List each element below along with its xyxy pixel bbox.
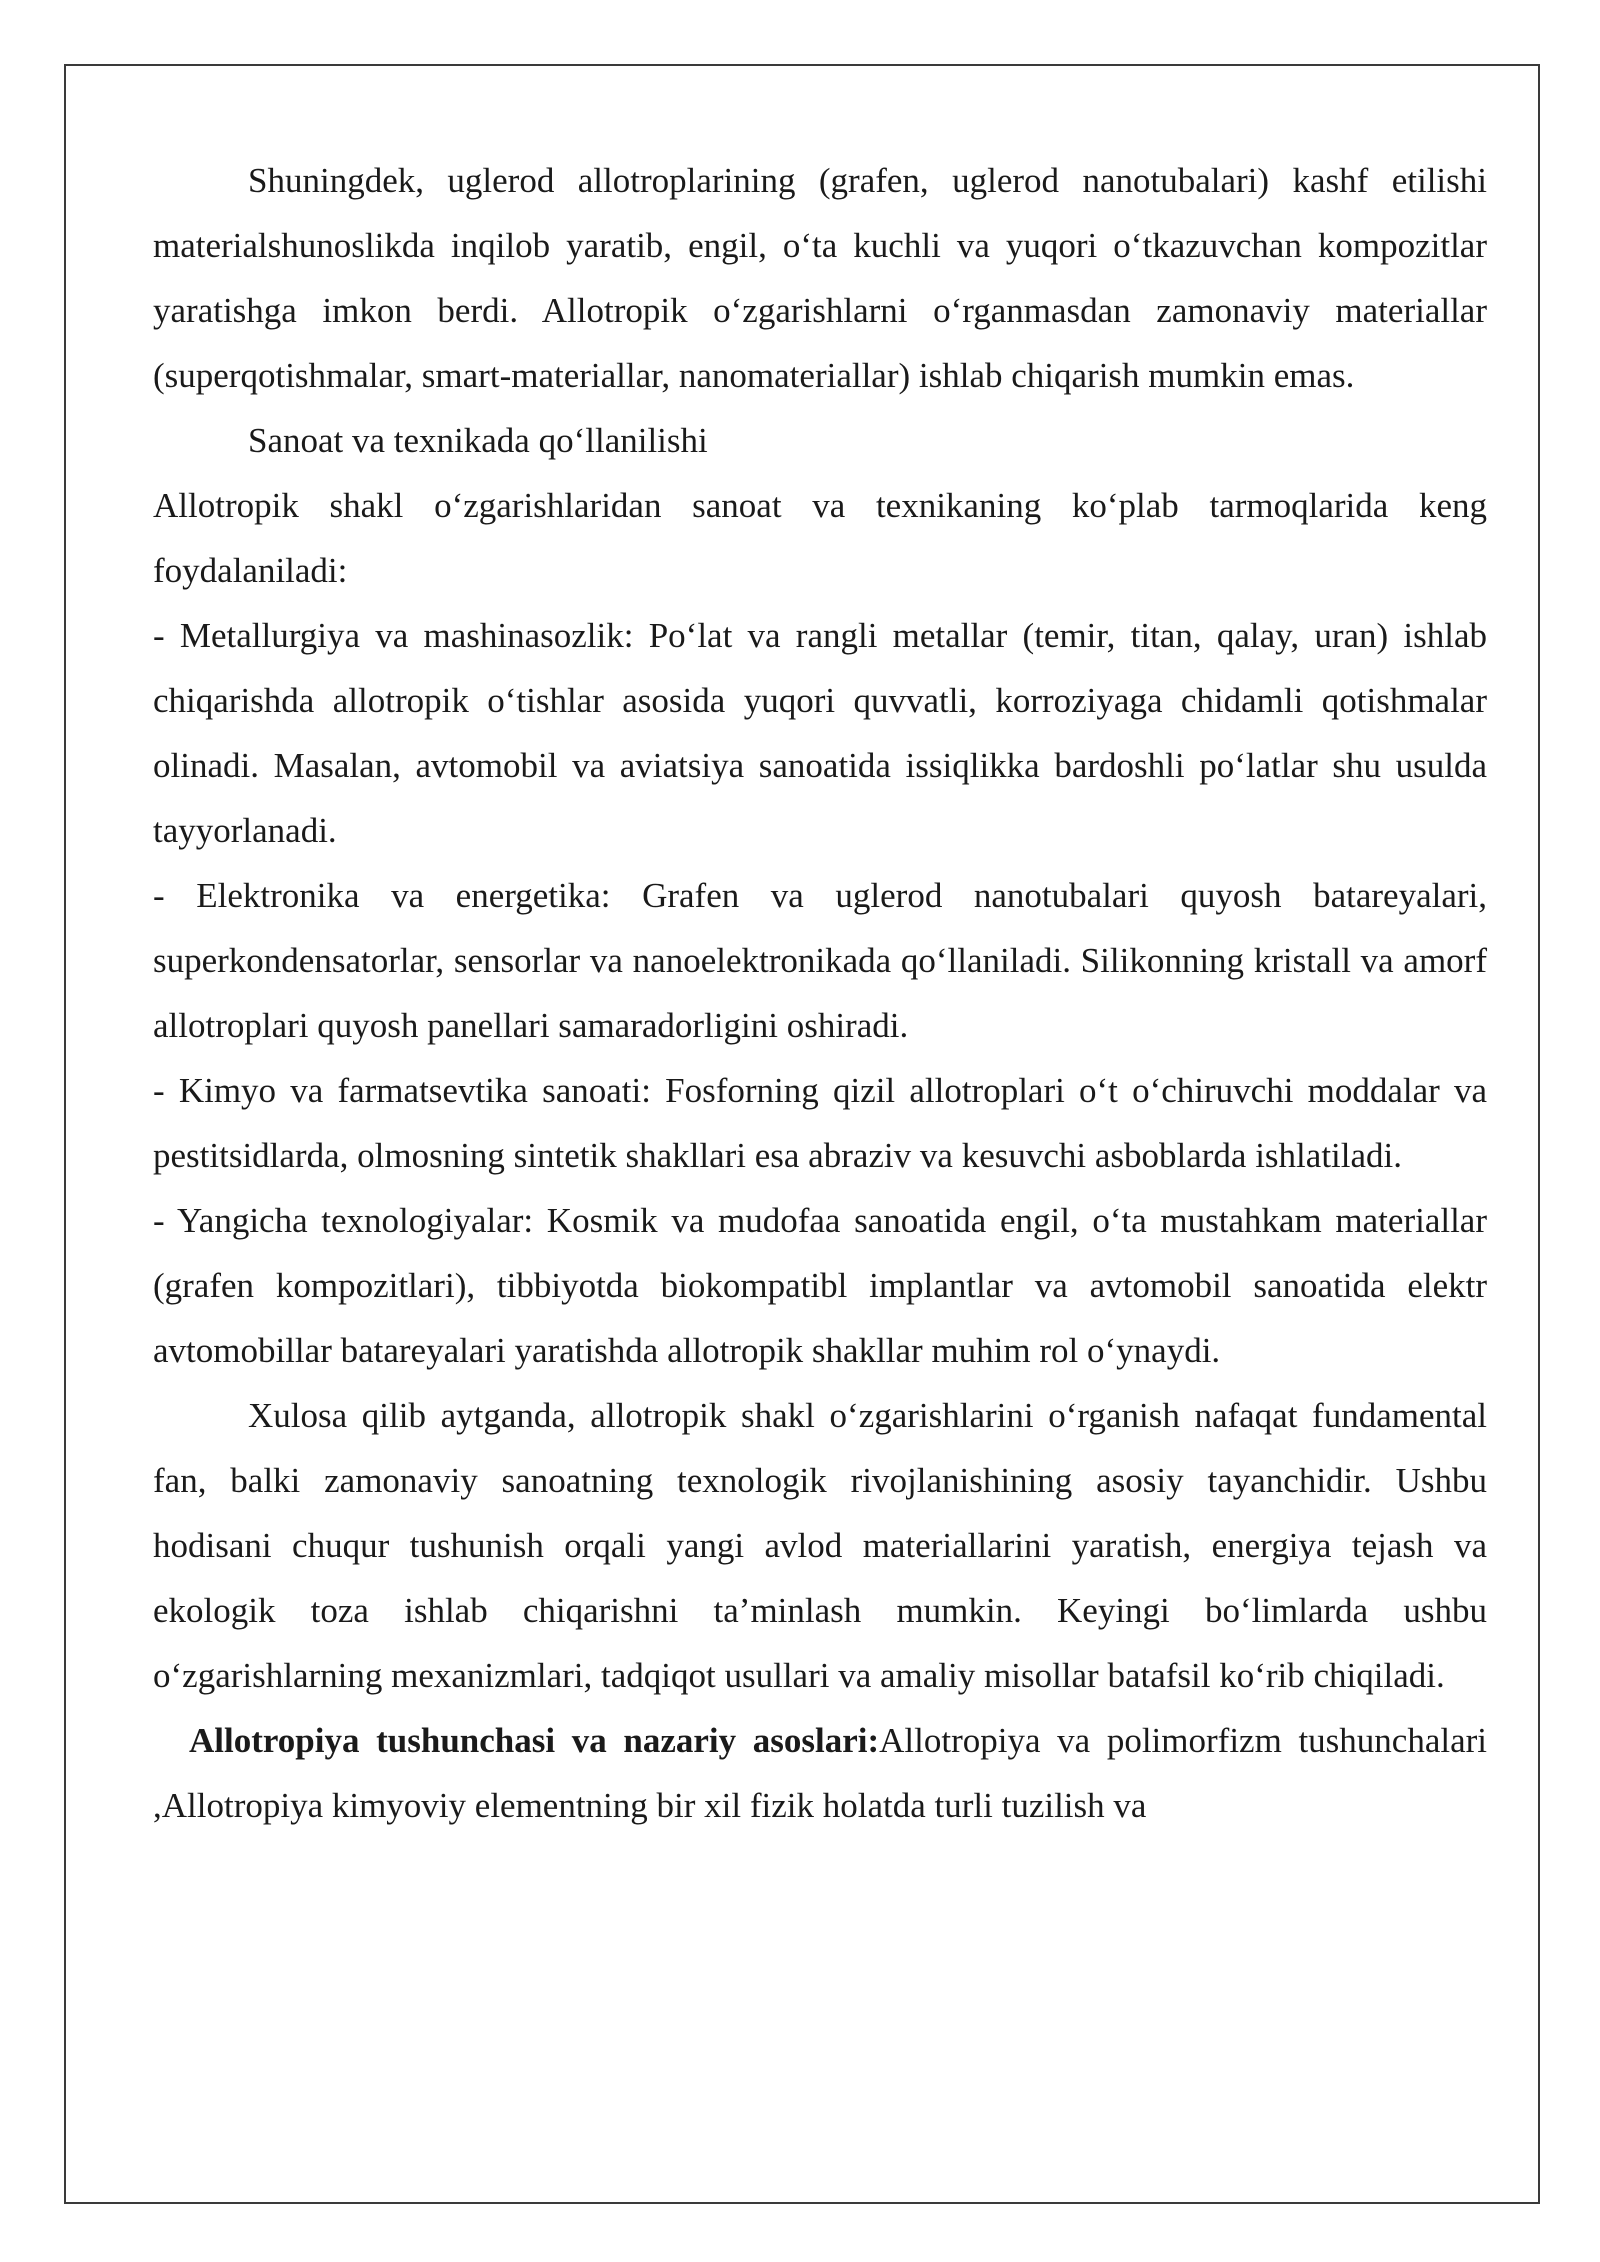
list-item-kimyo: - Kimyo va farmatsevtika sanoati: Fosforning qizil allotroplari o‘t o‘chiruvchi moddalar va pestitsidlarda, olmosning sintetik shakllari esa abraziv va kesuvchi asboblarda ishlatiladi.	[153, 1071, 1487, 1175]
paragraph-sanoat-intro: Allotropik shakl o‘zgarishlaridan sanoat va texnikaning ko‘plab tarmoqlarida keng foydalaniladi:	[153, 486, 1487, 590]
list-item-yangicha-texnologiyalar: - Yangicha texnologiyalar: Kosmik va mudofaa sanoatida engil, o‘ta mustahkam materiallar (grafen kompozitlari), tibbiyotda biokompatibl implantlar va avtomobil sanoatida elektr avtomobillar batareyalari yaratishda allotropik shakllar muhim rol o‘ynaydi.	[153, 1201, 1487, 1370]
list-item-elektronika: - Elektronika va energetika: Grafen va uglerod nanotubalari quyosh batareyalari, superkondensatorlar, sensorlar va nanoelektronikada qo‘llaniladi. Silikonning kristall va amorf allotroplari quyosh panellari samaradorligini oshiradi.	[153, 876, 1487, 1045]
section-allotropiya	[153, 1708, 1487, 1838]
section-heading: Allotropiya tushunchasi va nazariy asoslari:	[189, 1721, 880, 1760]
paragraph-xulosa: Xulosa qilib aytganda, allotropik shakl o‘zgarishlarini o‘rganish nafaqat fundamental fan, balki zamonaviy sanoatning texnologik rivojlanishining asosiy tayanchidir. Ushbu hodisani chuqur tushunish orqali yangi avlod materiallarini yaratish, energiya tejash va ekologik toza ishlab chiqarishni ta’minlash mumkin. Keyingi bo‘limlarda ushbu o‘zgarishlarning mexanizmlari, tadqiqot usullari va amaliy misollar batafsil ko‘rib chiqiladi.	[153, 1396, 1487, 1695]
list-item-metallurgiya: - Metallurgiya va mashinasozlik: Po‘lat va rangli metallar (temir, titan, qalay, uran) ishlab chiqarishda allotropik o‘tishlar asosida yuqori quvvatli, korroziyaga chidamli qotishmalar olinadi. Masalan, avtomobil va aviatsiya sanoatida issiqlikka bardoshli po‘latlar shu usulda tayyorlanadi.	[153, 616, 1487, 850]
subheading-sanoat-texnika: Sanoat va texnikada qo‘llanilishi	[248, 421, 708, 460]
document-body	[153, 148, 1487, 1838]
section-text: Allotropiya va polimorfizm tushunchalari ,Allotropiya kimyoviy elementning bir xil fizik holatda turli tuzilish va	[153, 1721, 1487, 1825]
paragraph-uglerod-allotroplari: Shuningdek, uglerod allotroplarining (grafen, uglerod nanotubalari) kashf etilishi materialshunoslikda inqilob yaratib, engil, o‘ta kuchli va yuqori o‘tkazuvchan kompozitlar yaratishga imkon berdi. Allotropik o‘zgarishlarni o‘rganmasdan zamonaviy materiallar (superqotishmalar, smart-materiallar, nanomateriallar) ishlab chiqarish mumkin emas.	[153, 161, 1487, 395]
